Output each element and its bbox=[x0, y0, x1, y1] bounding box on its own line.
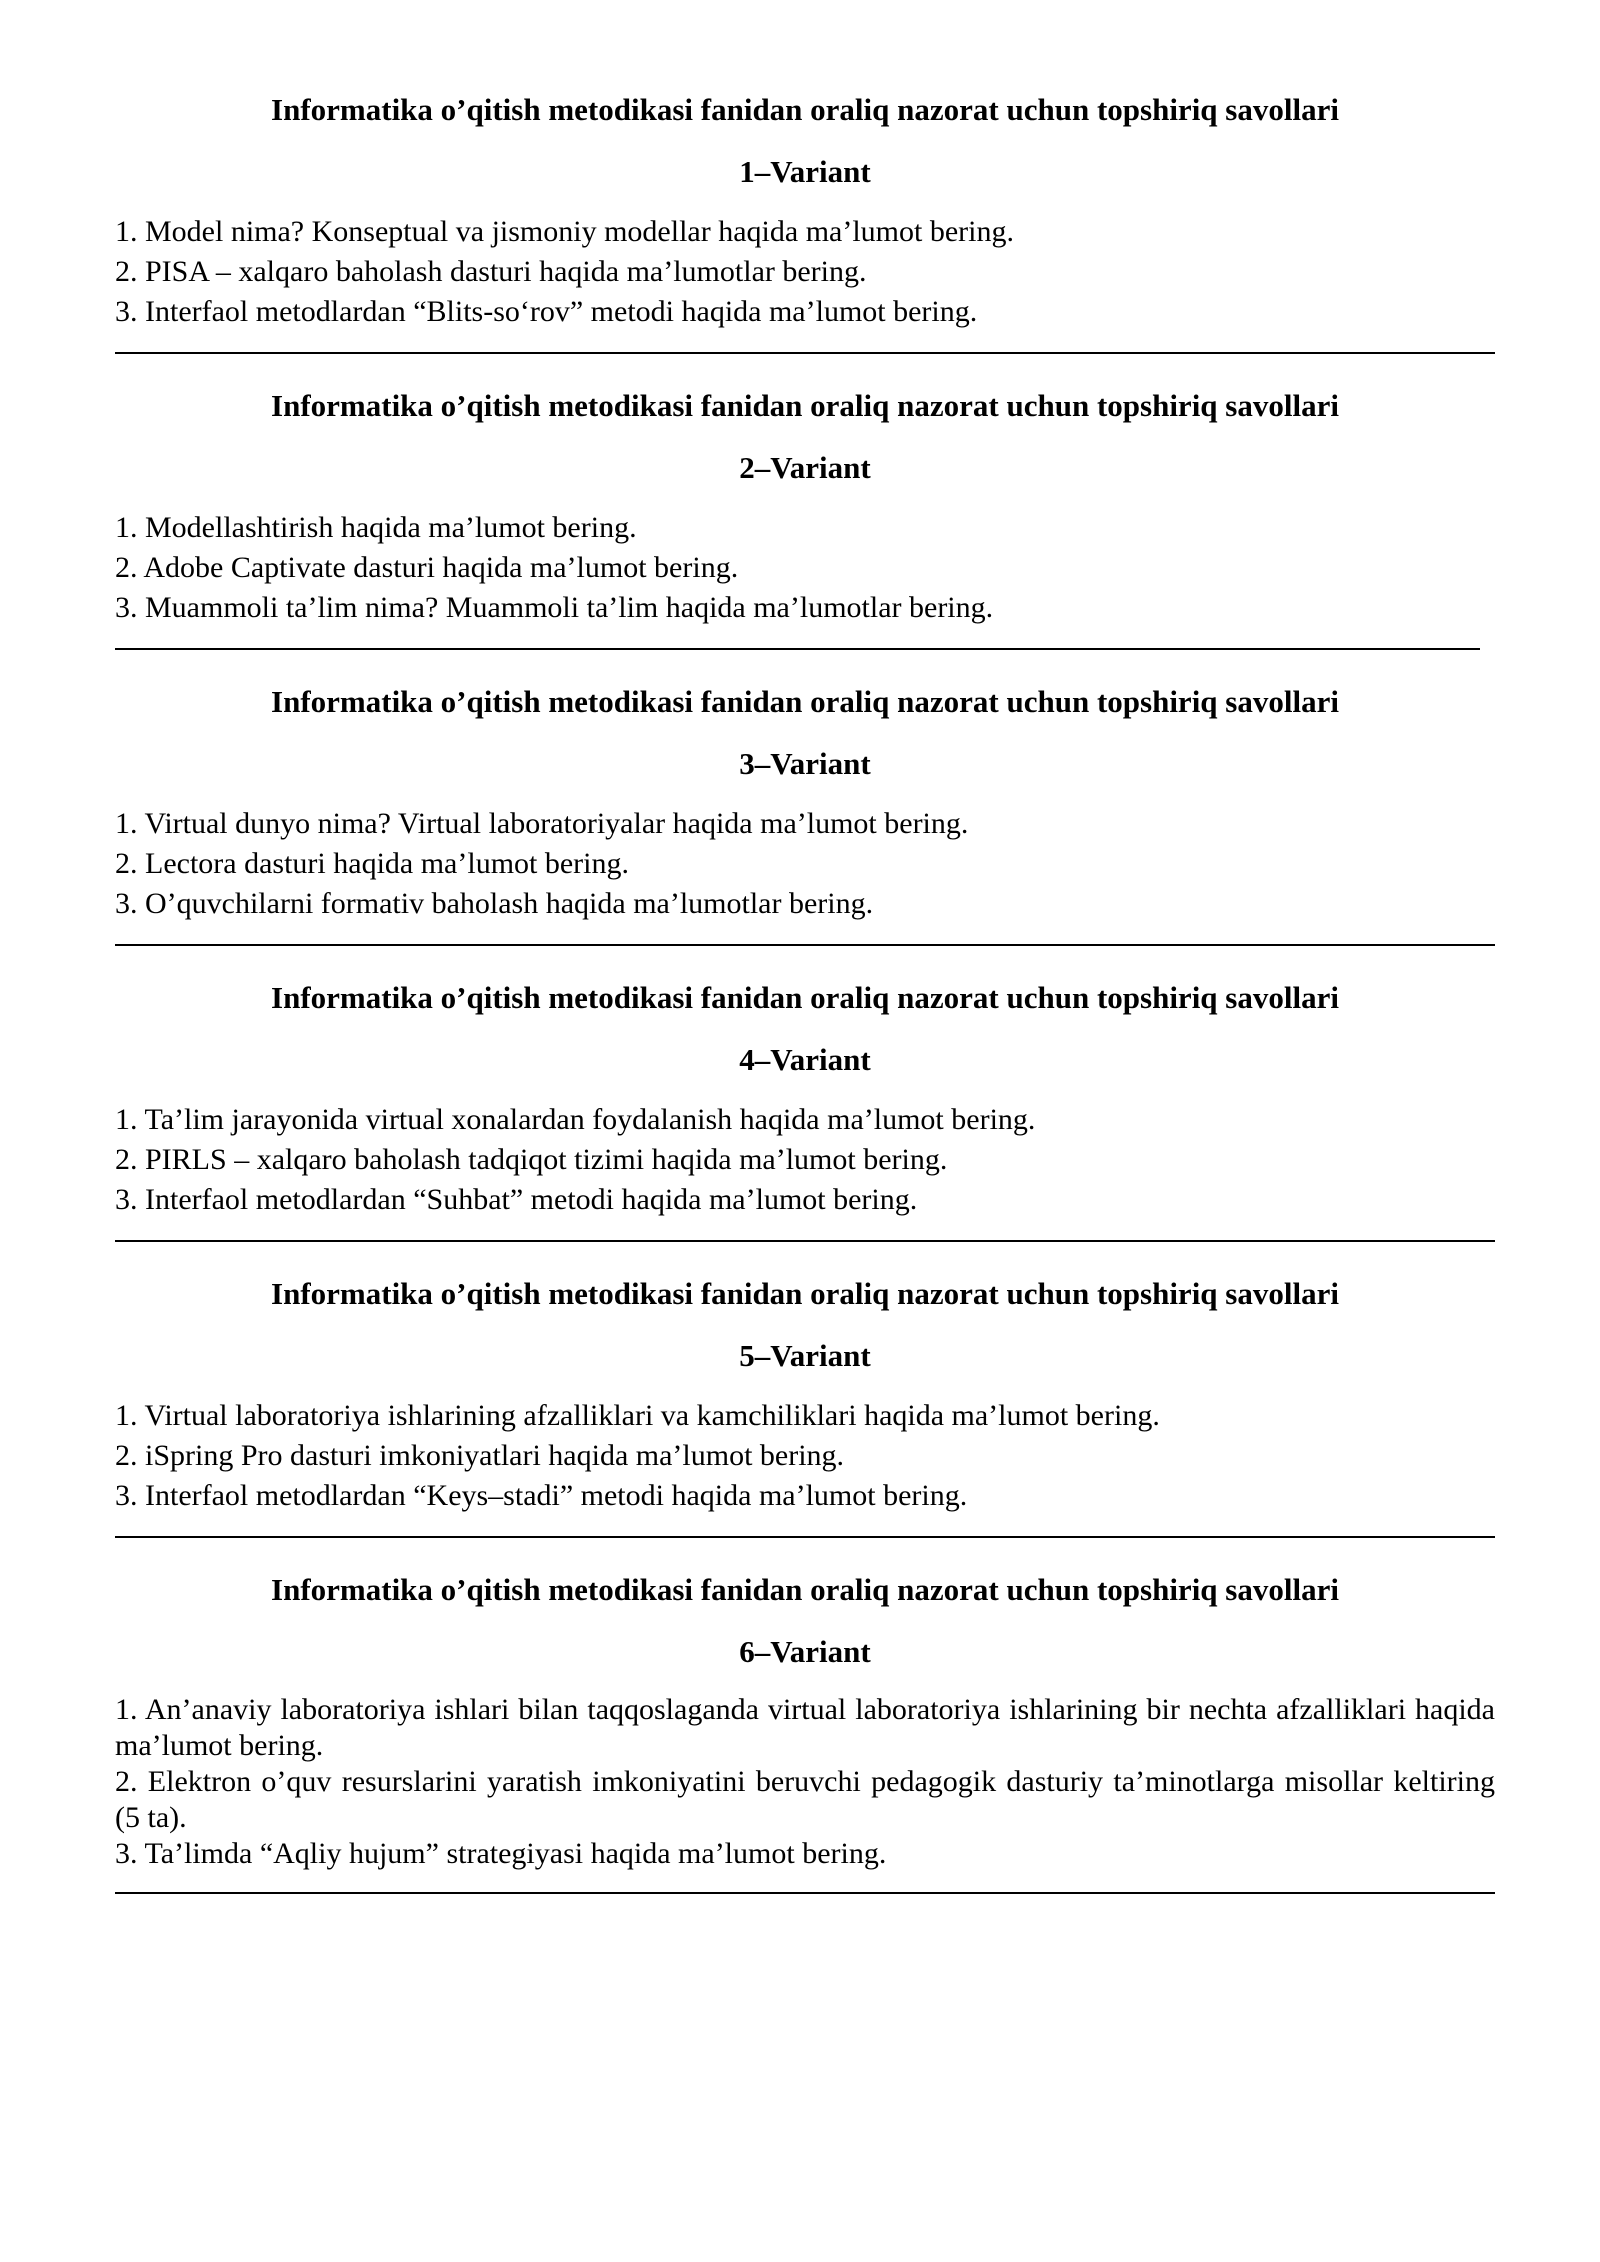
variant-block-4 bbox=[115, 978, 1495, 1242]
variant-label: 1–Variant bbox=[739, 154, 871, 189]
separator-line bbox=[115, 1892, 1495, 1894]
question-item: 2. Lectora dasturi haqida ma’lumot bering. bbox=[115, 847, 629, 880]
question-list bbox=[115, 1692, 1495, 1872]
variant-label: 4–Variant bbox=[739, 1042, 871, 1077]
question-item: 2. PIRLS – xalqaro baholash tadqiqot tizimi haqida ma’lumot bering. bbox=[115, 1143, 948, 1176]
question-item: 3. Ta’limda “Aqliy hujum” strategiyasi haqida ma’lumot bering. bbox=[115, 1837, 887, 1870]
variant-block-1 bbox=[115, 90, 1495, 354]
variant-block-2 bbox=[115, 386, 1495, 650]
question-list bbox=[115, 508, 1495, 628]
block-title: Informatika o’qitish metodikasi fanidan oraliq nazorat uchun topshiriq savollari bbox=[271, 388, 1339, 423]
question-item: 1. Virtual dunyo nima? Virtual laboratoriyalar haqida ma’lumot bering. bbox=[115, 807, 969, 840]
variant-block-3 bbox=[115, 682, 1495, 946]
question-item: 2. Adobe Captivate dasturi haqida ma’lumot bering. bbox=[115, 551, 739, 584]
variant-label: 2–Variant bbox=[739, 450, 871, 485]
separator-line bbox=[115, 648, 1480, 650]
document-page bbox=[115, 90, 1495, 1926]
question-list bbox=[115, 1396, 1495, 1516]
question-item: 2. iSpring Pro dasturi imkoniyatlari haqida ma’lumot bering. bbox=[115, 1439, 845, 1472]
variant-block-5 bbox=[115, 1274, 1495, 1538]
question-item: 3. Interfaol metodlardan “Keys–stadi” metodi haqida ma’lumot bering. bbox=[115, 1479, 968, 1512]
question-item: 3. Interfaol metodlardan “Blits-so‘rov” metodi haqida ma’lumot bering. bbox=[115, 295, 978, 328]
question-item: 3. O’quvchilarni formativ baholash haqida ma’lumotlar bering. bbox=[115, 887, 874, 920]
variant-label: 5–Variant bbox=[739, 1338, 871, 1373]
question-item: 3. Muammoli ta’lim nima? Muammoli ta’lim haqida ma’lumotlar bering. bbox=[115, 591, 994, 624]
question-list bbox=[115, 212, 1495, 332]
question-item: 1. Modellashtirish haqida ma’lumot bering. bbox=[115, 511, 637, 544]
question-item: 2. Elektron o’quv resurslarini yaratish imkoniyatini beruvchi pedagogik dasturiy ta’minotlarga misollar keltiring (5 ta). bbox=[115, 1765, 1495, 1834]
variant-label: 6–Variant bbox=[739, 1634, 871, 1669]
block-title: Informatika o’qitish metodikasi fanidan oraliq nazorat uchun topshiriq savollari bbox=[271, 980, 1339, 1015]
variant-label: 3–Variant bbox=[739, 746, 871, 781]
question-item: 1. An’anaviy laboratoriya ishlari bilan taqqoslaganda virtual laboratoriya ishlarining bir nechta afzalliklari haqida ma’lumot bering. bbox=[115, 1693, 1495, 1762]
block-title: Informatika o’qitish metodikasi fanidan oraliq nazorat uchun topshiriq savollari bbox=[271, 1572, 1339, 1607]
question-item: 2. PISA – xalqaro baholash dasturi haqida ma’lumotlar bering. bbox=[115, 255, 867, 288]
separator-line bbox=[115, 352, 1495, 354]
variant-block-6 bbox=[115, 1570, 1495, 1894]
separator-line bbox=[115, 1240, 1495, 1242]
question-list bbox=[115, 804, 1495, 924]
question-item: 1. Model nima? Konseptual va jismoniy modellar haqida ma’lumot bering. bbox=[115, 215, 1014, 248]
question-item: 1. Virtual laboratoriya ishlarining afzalliklari va kamchiliklari haqida ma’lumot bering. bbox=[115, 1399, 1160, 1432]
block-title: Informatika o’qitish metodikasi fanidan oraliq nazorat uchun topshiriq savollari bbox=[271, 92, 1339, 127]
block-title: Informatika o’qitish metodikasi fanidan oraliq nazorat uchun topshiriq savollari bbox=[271, 684, 1339, 719]
separator-line bbox=[115, 1536, 1495, 1538]
separator-line bbox=[115, 944, 1495, 946]
question-list bbox=[115, 1100, 1495, 1220]
question-item: 3. Interfaol metodlardan “Suhbat” metodi haqida ma’lumot bering. bbox=[115, 1183, 918, 1216]
block-title: Informatika o’qitish metodikasi fanidan oraliq nazorat uchun topshiriq savollari bbox=[271, 1276, 1339, 1311]
question-item: 1. Ta’lim jarayonida virtual xonalardan foydalanish haqida ma’lumot bering. bbox=[115, 1103, 1036, 1136]
